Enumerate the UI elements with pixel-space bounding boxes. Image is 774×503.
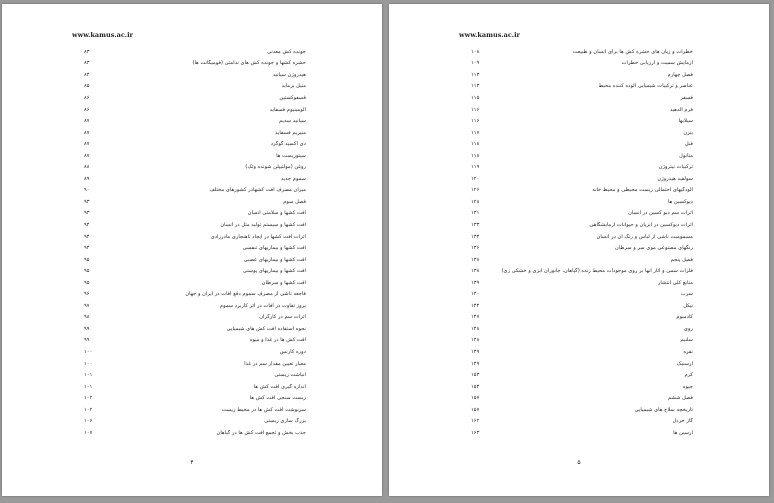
- toc-page-number: ۱۶۳: [471, 429, 480, 436]
- toc-row: [471, 335, 693, 347]
- toc-title: آفت کش ها در غذا و میوه: [249, 337, 306, 344]
- toc-title: فرم آلدهید: [670, 106, 693, 113]
- toc-row: [84, 150, 306, 162]
- toc-page-number: ۹۵: [84, 268, 90, 275]
- toc-page-number: ۸۴: [84, 71, 90, 78]
- toc-title: نحوه استفاده آفت کش های شیمیایی: [226, 325, 306, 332]
- toc-title: زیست سنجی آفت کش ها: [249, 395, 306, 402]
- toc-row: [84, 173, 306, 185]
- toc-title: خطرات و زیان های حشره کش ها برای انسان و طبیعت: [572, 48, 693, 55]
- toc-title: میزان مصرف آفت کشهادر کشورهای مختلف: [209, 187, 306, 194]
- toc-title: متانول: [679, 152, 693, 159]
- toc-title: فصل سوم: [283, 198, 306, 205]
- toc-row: [84, 185, 306, 197]
- toc-page-number: ۱۰۲: [84, 406, 93, 413]
- toc-page-number: ۹۴: [84, 233, 90, 240]
- toc-page-number: ۱۰۰: [84, 348, 93, 355]
- toc-row: [471, 404, 693, 416]
- toc-title: آفت کشها و بیماریهای تنفسی: [242, 245, 306, 252]
- toc-row: [471, 427, 693, 439]
- toc-title: هیدروژن سیانید: [272, 71, 306, 78]
- toc-page-number: ۱۳۶: [471, 245, 480, 252]
- toc-page-number: ۱۰۰: [84, 360, 93, 367]
- toc-row: [471, 161, 693, 173]
- toc-title: آفت کشها و سلامتی انسان: [247, 210, 306, 217]
- toc-page-number: ۱۱۷: [471, 129, 480, 136]
- site-url: www.kamus.ac.ir: [72, 31, 133, 39]
- left-document-page: [2, 4, 382, 496]
- toc-page-number: ۱۲۶: [471, 187, 480, 194]
- toc-title: آزمایش سمیت و ارزیابی خطرات: [621, 60, 693, 67]
- toc-title: آرسنیک: [676, 360, 693, 367]
- toc-row: [84, 242, 306, 254]
- toc-page-number: ۸۷: [84, 129, 90, 136]
- toc-row: [471, 300, 693, 312]
- toc-page-number: ۱۴۹: [471, 360, 480, 367]
- toc-row: [84, 427, 306, 439]
- toc-page-number: ۹۵: [84, 279, 90, 286]
- toc-page-number: ۱۵۷: [471, 395, 480, 402]
- toc-title: دوره کارنس: [279, 348, 306, 355]
- toc-title: رنگهای مصنوعی موی سر و سرطان: [615, 245, 693, 252]
- toc-page-number: ۱۵۷: [471, 406, 480, 413]
- toc-row: [471, 358, 693, 370]
- toc-title: فسفر: [680, 94, 693, 101]
- toc-row: [471, 150, 693, 162]
- page-number: ۴: [190, 459, 194, 466]
- toc-title: جونده کش معدنی: [267, 48, 306, 55]
- toc-title: اثرات سم دیو کسین در انسان: [628, 210, 693, 217]
- toc-row: [471, 254, 693, 266]
- toc-page-number: ۱۴۹: [471, 348, 480, 355]
- toc-row: [471, 265, 693, 277]
- toc-page-number: ۱۰۲: [84, 395, 93, 402]
- toc-list: [471, 46, 693, 439]
- toc-title: اثرات دیوکسین در آبزیان و حیوانات آزمایشگاهی: [589, 221, 693, 228]
- toc-page-number: ۱۱۶: [471, 118, 480, 125]
- toc-title: دیوکسین ها: [667, 198, 693, 205]
- toc-title: کرم: [684, 372, 693, 379]
- toc-title: گاز خردل: [672, 418, 693, 425]
- toc-page-number: ۱۴۴: [471, 302, 480, 309]
- toc-row: [84, 231, 306, 243]
- toc-row: [471, 242, 693, 254]
- toc-title: روی: [683, 325, 693, 332]
- toc-page-number: ۹۴: [84, 221, 90, 228]
- toc-page-number: ۹۳: [84, 210, 90, 217]
- toc-row: [471, 369, 693, 381]
- toc-row: [84, 138, 306, 150]
- toc-title: آلومینیوم فسفاید: [269, 106, 306, 113]
- toc-page-number: ۸۵: [84, 83, 90, 90]
- toc-row: [471, 392, 693, 404]
- toc-page-number: ۱۱۹: [471, 164, 480, 171]
- toc-row: [84, 196, 306, 208]
- toc-page-number: ۱۴۸: [471, 325, 480, 332]
- toc-title: منابع کلی انتشار: [657, 279, 693, 286]
- toc-page-number: ۱۱۵: [471, 94, 480, 101]
- toc-row: [471, 219, 693, 231]
- toc-page-number: ۹۷: [84, 302, 90, 309]
- toc-row: [471, 173, 693, 185]
- toc-title: بروز تفاوت در آفات در اثر کاربرد سموم: [219, 302, 306, 309]
- toc-row: [84, 69, 306, 81]
- toc-page-number: ۹۰: [84, 187, 90, 194]
- toc-page-number: ۱۳۸: [471, 256, 480, 263]
- toc-row: [84, 46, 306, 58]
- toc-page-number: ۱۴۰: [471, 291, 480, 298]
- toc-title: روغن (مولتیپلن شونده وثک): [245, 164, 306, 171]
- toc-title: اندازه گیری آفت کش ها: [253, 383, 306, 390]
- toc-row: [84, 300, 306, 312]
- toc-row: [84, 81, 306, 93]
- toc-row: [84, 323, 306, 335]
- toc-row: [84, 335, 306, 347]
- toc-title: انباشت زیستی: [274, 372, 306, 379]
- toc-page-number: ۱۱۳: [471, 83, 480, 90]
- toc-title: تاریخچه سلاح های شیمیایی: [634, 406, 693, 413]
- toc-page-number: ۹۴: [84, 245, 90, 252]
- toc-page-number: ۱۱۳: [471, 71, 480, 78]
- toc-title: بزرگ سازی زیستی: [264, 418, 306, 425]
- toc-page-number: ۱۰۸: [471, 48, 480, 55]
- toc-row: [84, 346, 306, 358]
- toc-page-number: ۱۴۸: [471, 337, 480, 344]
- toc-page-number: ۱۳۱: [471, 210, 480, 217]
- toc-page-number: ۱۰۶: [84, 418, 93, 425]
- toc-title: سلنیم: [680, 337, 693, 344]
- toc-row: [84, 312, 306, 324]
- toc-row: [471, 104, 693, 116]
- toc-title: فنل: [685, 141, 693, 148]
- toc-row: [471, 381, 693, 393]
- toc-title: معیار تعیین مقدار سم در غذا: [244, 360, 306, 367]
- toc-title: فاجعه ناشی از مصرف سموم دفع آفات در ایران و جهان: [185, 291, 306, 298]
- toc-page-number: ۱۵۳: [471, 372, 480, 379]
- toc-page-number: ۸۷: [84, 152, 90, 159]
- toc-title: فسفوکستین: [279, 94, 306, 101]
- toc-title: آفت کشها و بیماریهای پوستی: [242, 268, 306, 275]
- toc-row: [84, 369, 306, 381]
- toc-row: [84, 208, 306, 220]
- toc-page-number: ۱۴۷: [471, 314, 480, 321]
- toc-row: [84, 115, 306, 127]
- right-document-page: [389, 4, 769, 496]
- toc-row: [84, 127, 306, 139]
- toc-row: [471, 58, 693, 70]
- toc-page-number: ۸۳: [84, 60, 90, 67]
- toc-title: سیلابها: [678, 118, 693, 125]
- toc-page-number: ۸۶: [84, 94, 90, 101]
- toc-title: آلودگیهای احتمالی زیست محیطی و محیط خانه: [592, 187, 693, 194]
- toc-title: فصل چهارم: [667, 71, 693, 78]
- toc-title: حشره کشها و جونده کش های ندامتی (فومیگانت ها): [192, 60, 306, 67]
- toc-page-number: ۱۱۸: [471, 141, 480, 148]
- toc-title: سرنوشت آفت کش ها در محیط زیست: [221, 406, 306, 413]
- toc-page-number: ۹۹: [84, 325, 90, 332]
- toc-page-number: ۱۲۸: [471, 198, 480, 205]
- toc-title: نیکل: [683, 302, 693, 309]
- toc-row: [84, 92, 306, 104]
- toc-row: [471, 185, 693, 197]
- toc-title: متیل برماید: [281, 83, 306, 90]
- site-url: www.kamus.ac.ir: [459, 31, 520, 39]
- toc-row: [84, 392, 306, 404]
- toc-row: [471, 277, 693, 289]
- toc-row: [471, 231, 693, 243]
- toc-page-number: ۱۵۴: [471, 383, 480, 390]
- toc-page-number: ۱۶۲: [471, 418, 480, 425]
- toc-title: سولفید هیدروژن: [657, 175, 693, 182]
- toc-title: آفت کشها و سیستم تولید مثل در انسان: [220, 221, 306, 228]
- toc-title: جذب بخش و تجمع آفت کش ها در گیاهان: [216, 429, 306, 436]
- toc-row: [84, 358, 306, 370]
- toc-page-number: ۱۰۱: [84, 372, 93, 379]
- toc-row: [471, 208, 693, 220]
- toc-page-number: ۸۹: [84, 175, 90, 182]
- toc-page-number: ۱۱۶: [471, 106, 480, 113]
- toc-title: سموم جدید: [281, 175, 306, 182]
- toc-page-number: ۱۰۷: [84, 429, 93, 436]
- toc-page-number: ۸۸: [84, 164, 90, 171]
- toc-title: آفت کشها و سرطان: [261, 279, 306, 286]
- toc-row: [471, 196, 693, 208]
- toc-page-number: ۱۱۸: [471, 152, 480, 159]
- toc-title: منیزیم فسفاید: [275, 129, 306, 136]
- toc-page-number: ۸۳: [84, 48, 90, 55]
- toc-title: سیتوزیست ها: [276, 152, 306, 159]
- toc-row: [84, 219, 306, 231]
- toc-title: دی اکسید گوگرد: [270, 141, 306, 148]
- toc-page-number: ۱۰۹: [471, 60, 480, 67]
- toc-page-number: ۹۹: [84, 337, 90, 344]
- toc-row: [471, 323, 693, 335]
- toc-title: فصل پنجم: [670, 256, 693, 263]
- toc-title: فصل ششم: [668, 395, 693, 402]
- toc-page-number: ۱۰۱: [84, 383, 93, 390]
- toc-title: بنزن: [683, 129, 693, 136]
- toc-list: [84, 46, 306, 439]
- page-number: ۵: [577, 459, 581, 466]
- toc-page-number: ۱۳۳: [471, 221, 480, 228]
- toc-row: [84, 404, 306, 416]
- toc-row: [84, 277, 306, 289]
- toc-row: [471, 81, 693, 93]
- toc-title: جیوه: [682, 383, 693, 390]
- toc-row: [471, 69, 693, 81]
- toc-title: ترکیبات نیتروژن: [658, 164, 693, 171]
- toc-title: اثرات آفت کشها در ایجاد ناهنجاری مادرزادی: [210, 233, 306, 240]
- toc-row: [84, 288, 306, 300]
- toc-page-number: ۱۳۴: [471, 233, 480, 240]
- toc-row: [84, 104, 306, 116]
- toc-row: [84, 58, 306, 70]
- toc-page-number: ۱۳۹: [471, 279, 480, 286]
- toc-title: سیانید سدیم: [279, 118, 306, 125]
- toc-page-number: ۸۷: [84, 141, 90, 148]
- toc-row: [84, 265, 306, 277]
- toc-page-number: ۹۸: [84, 314, 90, 321]
- toc-page-number: ۹۳: [84, 198, 90, 205]
- toc-title: مسمومیت ناشی از لباس و رنگ آن در انسان: [596, 233, 693, 240]
- toc-title: فلزات سمی و آثار آنها بر روی موجودات محیط زنده (گیاهان، جانوران آبزی و خشکی زی): [501, 268, 693, 275]
- toc-page-number: ۸۶: [84, 106, 90, 113]
- toc-row: [84, 416, 306, 428]
- toc-title: آرسین ها: [673, 429, 693, 436]
- toc-title: اثرات سم در کارگران: [259, 314, 306, 321]
- toc-page-number: ۱۳۸: [471, 268, 480, 275]
- toc-page-number: ۸۷: [84, 118, 90, 125]
- toc-title: نقره: [683, 348, 693, 355]
- toc-row: [471, 138, 693, 150]
- toc-row: [471, 288, 693, 300]
- toc-title: عناصر و ترکیبات شیمیایی آلوده کننده محیط: [598, 83, 693, 90]
- toc-row: [471, 312, 693, 324]
- toc-row: [471, 127, 693, 139]
- toc-row: [84, 254, 306, 266]
- toc-page-number: ۹۵: [84, 256, 90, 263]
- toc-row: [471, 92, 693, 104]
- toc-row: [471, 46, 693, 58]
- toc-row: [84, 381, 306, 393]
- toc-row: [471, 115, 693, 127]
- toc-title: کادمیوم: [676, 314, 693, 321]
- toc-title: سرب: [680, 291, 693, 298]
- toc-row: [84, 161, 306, 173]
- toc-page-number: ۱۲۰: [471, 175, 480, 182]
- toc-title: آفت کشها و بیماریهای عصبی: [243, 256, 306, 263]
- toc-row: [471, 346, 693, 358]
- toc-row: [471, 416, 693, 428]
- toc-page-number: ۹۶: [84, 291, 90, 298]
